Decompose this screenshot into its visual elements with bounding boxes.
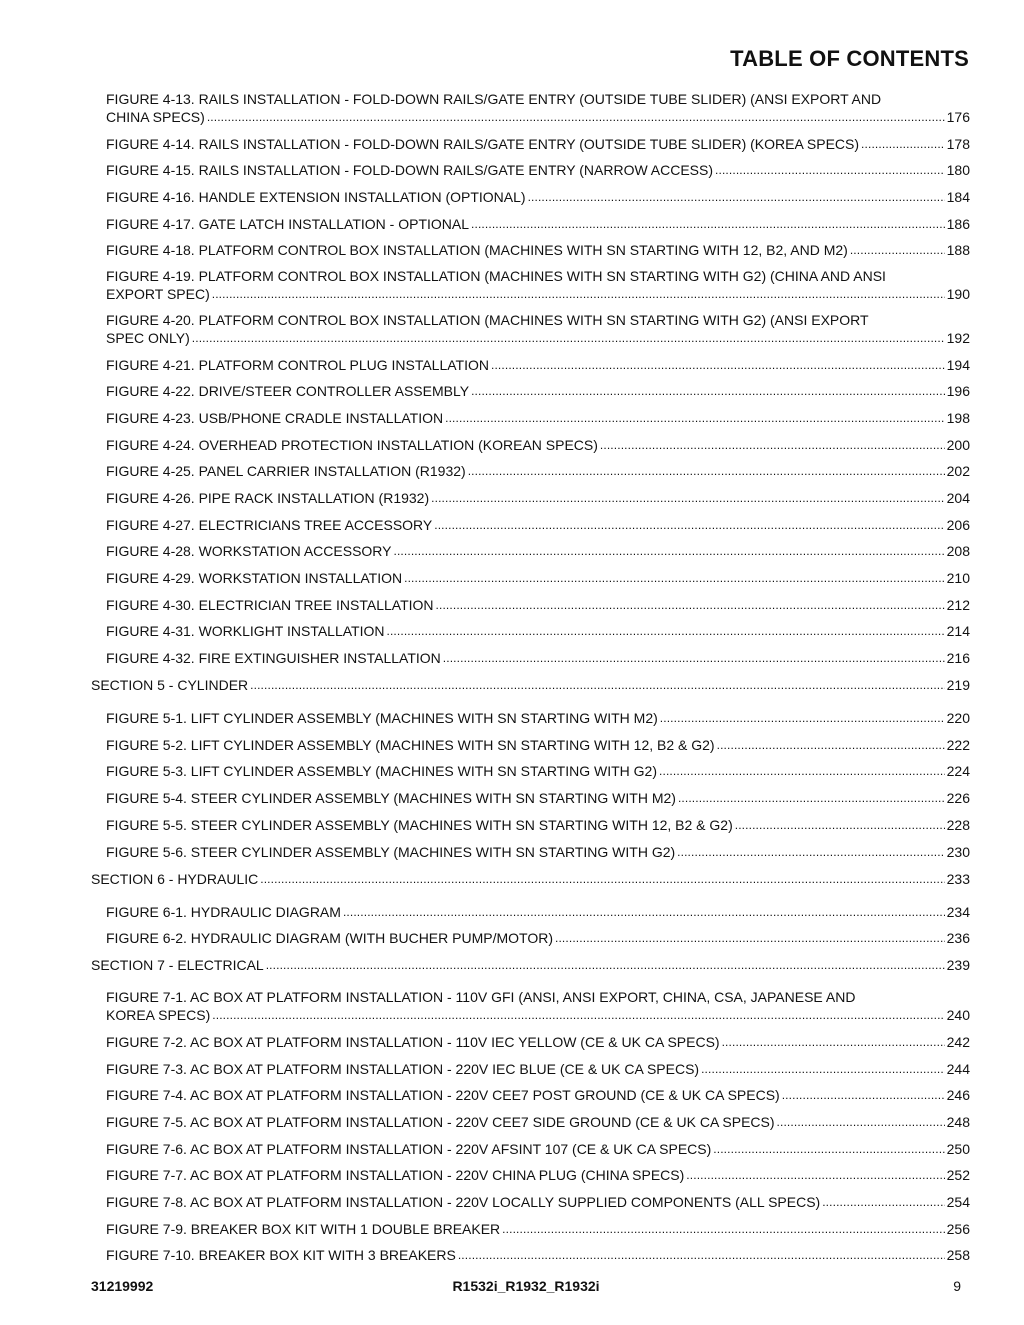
- toc-entry-page-number: 180: [946, 162, 970, 179]
- toc-entry-title: FIGURE 4-18. PLATFORM CONTROL BOX INSTALLATION (MACHINES WITH SN STARTING WITH 12, B2, AND M2): [106, 242, 848, 259]
- dot-leader: [659, 762, 945, 780]
- toc-entry-title: EXPORT SPEC): [106, 286, 210, 303]
- toc-entry-page-number: 226: [946, 790, 970, 807]
- dot-leader: [436, 596, 945, 614]
- toc-figure-entry[interactable]: [106, 989, 970, 1024]
- toc-entry-line: [106, 1006, 970, 1024]
- toc-figure-entry[interactable]: [106, 622, 970, 640]
- toc-figure-entry[interactable]: [106, 188, 970, 206]
- toc-entry-title: FIGURE 4-32. FIRE EXTINGUISHER INSTALLATION: [106, 650, 441, 667]
- toc-entry-line: [106, 649, 970, 667]
- toc-entry-line: [106, 241, 970, 259]
- dot-leader: [207, 108, 945, 126]
- toc-figure-entry[interactable]: [106, 596, 970, 614]
- toc-figure-entry[interactable]: [106, 1246, 970, 1264]
- toc-entry-page-number: 188: [946, 242, 970, 259]
- toc-figure-entry[interactable]: [106, 312, 970, 347]
- toc-entry-title: FIGURE 5-1. LIFT CYLINDER ASSEMBLY (MACHINES WITH SN STARTING WITH M2): [106, 710, 658, 727]
- toc-entry-line: [106, 789, 970, 807]
- toc-section-entry[interactable]: [91, 870, 970, 888]
- dot-leader: [212, 285, 945, 303]
- toc-entry-title: FIGURE 4-29. WORKSTATION INSTALLATION: [106, 570, 403, 586]
- dot-leader: [443, 649, 945, 667]
- toc-entry-line: [106, 215, 970, 233]
- toc-section-entry[interactable]: [91, 956, 970, 974]
- toc-entry-title: FIGURE 4-16. HANDLE EXTENSION INSTALLATION (OPTIONAL): [106, 189, 526, 206]
- toc-figure-entry[interactable]: [106, 1193, 970, 1211]
- toc-entry-line: [106, 542, 970, 560]
- toc-entry-title: FIGURE 4-27. ELECTRICIANS TREE ACCESSORY: [106, 516, 433, 533]
- toc-entry-line: [106, 1193, 970, 1211]
- toc-figure-entry[interactable]: [106, 268, 970, 303]
- dot-leader: [686, 1166, 944, 1184]
- toc-entry-title: FIGURE 7-4. AC BOX AT PLATFORM INSTALLATION - 220V CEE7 POST GROUND (CE & UK CA SPECS): [106, 1087, 780, 1104]
- toc-figure-entry[interactable]: [106, 1166, 970, 1184]
- dot-leader: [387, 622, 945, 640]
- toc-entry-line: [106, 1113, 970, 1131]
- toc-entry-page-number: 190: [946, 286, 970, 303]
- dot-leader: [735, 816, 945, 834]
- toc-entry-line: [106, 596, 970, 614]
- toc-entry-line: [106, 736, 970, 754]
- toc-entry-page-number: 234: [946, 903, 970, 920]
- dot-leader: [250, 676, 945, 694]
- table-of-contents: [0, 91, 1024, 1273]
- toc-entry-line: [106, 161, 970, 179]
- toc-entry-page-number: 194: [946, 356, 970, 373]
- toc-entry-line: [106, 929, 970, 947]
- toc-entry-line: [106, 462, 970, 480]
- toc-entry-line: [91, 956, 970, 974]
- dot-leader: [491, 356, 945, 374]
- toc-entry-page-number: 240: [946, 1007, 970, 1024]
- toc-entry-page-number: 184: [946, 189, 970, 206]
- toc-figure-entry[interactable]: [106, 1220, 970, 1238]
- dot-leader: [434, 516, 944, 534]
- toc-entry-title: FIGURE 7-9. BREAKER BOX KIT WITH 1 DOUBLE BREAKER: [106, 1220, 501, 1237]
- toc-entry-page-number: 200: [946, 436, 970, 453]
- toc-entry-title: FIGURE 4-23. USB/PHONE CRADLE INSTALLATION: [106, 409, 444, 426]
- toc-entry-page-number: 256: [946, 1220, 970, 1237]
- toc-entry-title: FIGURE 5-2. LIFT CYLINDER ASSEMBLY (MACHINES WITH SN STARTING WITH 12, B2 & G2): [106, 736, 715, 753]
- toc-entry-page-number: 233: [946, 870, 970, 887]
- dot-leader: [717, 736, 945, 754]
- toc-entry-line: [106, 1140, 970, 1158]
- toc-figure-entry[interactable]: [106, 91, 970, 126]
- dot-leader: [701, 1060, 945, 1078]
- toc-entry-page-number: 196: [946, 383, 970, 400]
- toc-figure-entry[interactable]: [106, 709, 970, 727]
- toc-figure-entry[interactable]: [106, 516, 970, 534]
- toc-entry-page-number: 208: [946, 543, 970, 560]
- toc-entry-line: [106, 188, 970, 206]
- model-name: R1532i_R1932_R1932i: [452, 1278, 600, 1294]
- toc-entry-page-number: 236: [946, 930, 970, 947]
- toc-entry-title: FIGURE 4-17. GATE LATCH INSTALLATION - OPTIONAL: [106, 215, 470, 232]
- toc-entry-title: FIGURE 4-31. WORKLIGHT INSTALLATION: [106, 623, 385, 640]
- toc-entry-title: FIGURE 4-15. RAILS INSTALLATION - FOLD-DOWN RAILS/GATE ENTRY (NARROW ACCESS): [106, 162, 714, 179]
- toc-entry-title: SECTION 5 - CYLINDER: [91, 677, 249, 694]
- toc-entry-page-number: 248: [946, 1113, 970, 1130]
- toc-entry-page-number: 192: [946, 329, 970, 346]
- toc-entry-line: [106, 622, 970, 640]
- toc-entry-title: FIGURE 4-30. ELECTRICIAN TREE INSTALLATION: [106, 596, 434, 613]
- toc-entry-page-number: 246: [946, 1087, 970, 1104]
- toc-entry-title: FIGURE 7-7. AC BOX AT PLATFORM INSTALLATION - 220V CHINA PLUG (CHINA SPECS): [106, 1167, 685, 1184]
- page-number: 9: [953, 1278, 961, 1294]
- toc-figure-entry[interactable]: [106, 462, 970, 480]
- toc-entry-page-number: 220: [946, 710, 970, 727]
- toc-entry-page-number: 206: [946, 516, 970, 533]
- toc-figure-entry[interactable]: [106, 436, 970, 454]
- toc-entry-line: [106, 903, 970, 921]
- toc-figure-entry[interactable]: [106, 1060, 970, 1078]
- dot-leader: [471, 215, 945, 233]
- toc-entry-page-number: 258: [946, 1247, 970, 1264]
- toc-entry-title-line1: FIGURE 4-20. PLATFORM CONTROL BOX INSTALLATION (MACHINES WITH SN STARTING WITH G2) (ANSI EXPORT: [106, 311, 869, 328]
- toc-figure-entry[interactable]: [106, 1033, 970, 1051]
- toc-figure-entry[interactable]: [106, 215, 970, 233]
- dot-leader: [266, 956, 945, 974]
- toc-figure-entry[interactable]: [106, 736, 970, 754]
- dot-leader: [260, 870, 944, 888]
- toc-entry-line: [106, 1166, 970, 1184]
- toc-figure-entry[interactable]: [106, 789, 970, 807]
- toc-entry-line: [106, 135, 970, 153]
- toc-entry-page-number: 210: [946, 570, 970, 586]
- toc-entry-title: FIGURE 7-5. AC BOX AT PLATFORM INSTALLATION - 220V CEE7 SIDE GROUND (CE & UK CA SPECS): [106, 1113, 775, 1130]
- toc-entry-title: SECTION 6 - HYDRAULIC: [91, 870, 259, 887]
- toc-entry-line: [106, 1086, 970, 1104]
- toc-entry-page-number: 176: [946, 109, 970, 125]
- dot-leader: [677, 843, 944, 861]
- toc-entry-title: FIGURE 4-22. DRIVE/STEER CONTROLLER ASSEMBLY: [106, 383, 470, 400]
- toc-figure-entry[interactable]: [106, 542, 970, 560]
- document-number: 31219992: [91, 1278, 154, 1294]
- toc-entry-title-line1: FIGURE 4-13. RAILS INSTALLATION - FOLD-DOWN RAILS/GATE ENTRY (OUTSIDE TUBE SLIDER) (ANSI EXPORT AND: [106, 91, 882, 107]
- toc-entry-title: FIGURE 5-4. STEER CYLINDER ASSEMBLY (MACHINES WITH SN STARTING WITH M2): [106, 790, 676, 807]
- toc-entry-title: FIGURE 7-10. BREAKER BOX KIT WITH 3 BREAKERS: [106, 1247, 456, 1264]
- toc-entry-title: FIGURE 4-21. PLATFORM CONTROL PLUG INSTALLATION: [106, 356, 489, 373]
- toc-entry-title: FIGURE 4-24. OVERHEAD PROTECTION INSTALLATION (KOREAN SPECS): [106, 436, 598, 453]
- toc-section-entry[interactable]: [91, 676, 970, 694]
- toc-entry-line: [106, 489, 970, 507]
- toc-entry-page-number: 214: [946, 623, 970, 640]
- toc-entry-line: [106, 409, 970, 427]
- toc-entry-page-number: 219: [946, 677, 970, 694]
- toc-entry-line: [91, 870, 970, 888]
- toc-entry-line: [106, 1033, 970, 1051]
- toc-figure-entry[interactable]: [106, 409, 970, 427]
- toc-entry-line: [106, 285, 970, 303]
- toc-figure-entry[interactable]: [106, 135, 970, 153]
- toc-entry-line: [106, 843, 970, 861]
- toc-figure-entry[interactable]: [106, 762, 970, 780]
- dot-leader: [404, 569, 945, 587]
- dot-leader: [713, 1140, 944, 1158]
- toc-entry-line: [106, 382, 970, 400]
- toc-entry-title: KOREA SPECS): [106, 1007, 211, 1024]
- dot-leader: [555, 929, 945, 947]
- toc-entry-title: FIGURE 7-6. AC BOX AT PLATFORM INSTALLATION - 220V AFSINT 107 (CE & UK CA SPECS): [106, 1140, 712, 1157]
- dot-leader: [343, 903, 945, 921]
- toc-figure-entry[interactable]: [106, 816, 970, 834]
- dot-leader: [822, 1193, 944, 1211]
- toc-entry-page-number: 204: [946, 489, 970, 506]
- toc-entry-title: FIGURE 4-26. PIPE RACK INSTALLATION (R1932): [106, 489, 430, 506]
- toc-entry-line: [106, 709, 970, 727]
- toc-entry-line: [106, 436, 970, 454]
- dot-leader: [861, 135, 945, 153]
- toc-entry-page-number: 224: [946, 763, 970, 780]
- toc-entry-page-number: 230: [946, 843, 970, 860]
- toc-entry-page-number: 228: [946, 816, 970, 833]
- toc-figure-entry[interactable]: [106, 356, 970, 374]
- dot-leader: [528, 188, 945, 206]
- toc-figure-entry[interactable]: [106, 569, 970, 587]
- toc-entry-title: FIGURE 5-3. LIFT CYLINDER ASSEMBLY (MACHINES WITH SN STARTING WITH G2): [106, 763, 658, 780]
- toc-entry-page-number: 242: [946, 1033, 970, 1050]
- toc-entry-page-number: 178: [946, 135, 970, 152]
- dot-leader: [431, 489, 945, 507]
- toc-figure-entry[interactable]: [106, 1140, 970, 1158]
- dot-leader: [600, 436, 945, 454]
- toc-figure-entry[interactable]: [106, 161, 970, 179]
- toc-entry-page-number: 202: [946, 463, 970, 480]
- toc-entry-page-number: 222: [946, 736, 970, 753]
- dot-leader: [445, 409, 945, 427]
- dot-leader: [502, 1220, 944, 1238]
- toc-entry-page-number: 252: [946, 1167, 970, 1184]
- page-footer: [91, 1278, 961, 1298]
- dot-leader: [782, 1086, 945, 1104]
- dot-leader: [212, 1006, 944, 1024]
- dot-leader: [394, 542, 945, 560]
- toc-entry-title-line1: FIGURE 7-1. AC BOX AT PLATFORM INSTALLATION - 110V GFI (ANSI, ANSI EXPORT, CHINA, CSA, JAPANESE AND: [106, 989, 856, 1006]
- toc-entry-page-number: 239: [946, 957, 970, 974]
- toc-entry-title: FIGURE 7-2. AC BOX AT PLATFORM INSTALLATION - 110V IEC YELLOW (CE & UK CA SPECS): [106, 1033, 720, 1050]
- toc-entry-line: [106, 516, 970, 534]
- toc-entry-title: FIGURE 4-28. WORKSTATION ACCESSORY: [106, 543, 392, 560]
- toc-entry-title: FIGURE 6-2. HYDRAULIC DIAGRAM (WITH BUCHER PUMP/MOTOR): [106, 930, 553, 947]
- toc-entry-page-number: 254: [946, 1194, 970, 1210]
- toc-entry-title-line1: FIGURE 4-19. PLATFORM CONTROL BOX INSTALLATION (MACHINES WITH SN STARTING WITH G2) (CHINA AND ANSI: [106, 268, 886, 285]
- dot-leader: [678, 789, 945, 807]
- toc-figure-entry[interactable]: [106, 649, 970, 667]
- toc-entry-page-number: 244: [946, 1060, 970, 1077]
- toc-entry-title: FIGURE 4-14. RAILS INSTALLATION - FOLD-DOWN RAILS/GATE ENTRY (OUTSIDE TUBE SLIDER) (KOREA SPECS): [106, 135, 860, 152]
- dot-leader: [458, 1246, 945, 1264]
- toc-entry-title: SECTION 7 - ELECTRICAL: [91, 957, 264, 974]
- toc-entry-page-number: 216: [946, 650, 970, 667]
- toc-entry-title: FIGURE 5-5. STEER CYLINDER ASSEMBLY (MACHINES WITH SN STARTING WITH 12, B2 & G2): [106, 816, 733, 833]
- toc-entry-title: FIGURE 6-1. HYDRAULIC DIAGRAM: [106, 903, 341, 920]
- toc-entry-line: [106, 108, 970, 126]
- dot-leader: [777, 1113, 945, 1131]
- page-title: TABLE OF CONTENTS: [730, 46, 969, 71]
- toc-entry-line: [106, 356, 970, 374]
- dot-leader: [715, 161, 945, 179]
- toc-figure-entry[interactable]: [106, 241, 970, 259]
- toc-entry-title: SPEC ONLY): [106, 329, 190, 346]
- dot-leader: [468, 462, 945, 480]
- toc-entry-title: CHINA SPECS): [106, 109, 205, 125]
- toc-figure-entry[interactable]: [106, 1086, 970, 1104]
- toc-entry-line: [106, 762, 970, 780]
- toc-entry-title: FIGURE 4-25. PANEL CARRIER INSTALLATION (R1932): [106, 463, 466, 480]
- toc-figure-entry[interactable]: [106, 903, 970, 921]
- toc-entry-title: FIGURE 7-3. AC BOX AT PLATFORM INSTALLATION - 220V IEC BLUE (CE & UK CA SPECS): [106, 1060, 700, 1077]
- toc-entry-title: FIGURE 7-8. AC BOX AT PLATFORM INSTALLATION - 220V LOCALLY SUPPLIED COMPONENTS (ALL SPECS): [106, 1194, 821, 1210]
- toc-entry-line: [106, 1060, 970, 1078]
- toc-entry-page-number: 250: [946, 1140, 970, 1157]
- toc-entry-page-number: 198: [946, 409, 970, 426]
- toc-entry-line: [106, 816, 970, 834]
- toc-entry-line: [106, 329, 970, 347]
- dot-leader: [850, 241, 945, 259]
- toc-entry-line: [106, 1220, 970, 1238]
- toc-figure-entry[interactable]: [106, 1113, 970, 1131]
- dot-leader: [192, 329, 945, 347]
- toc-figure-entry[interactable]: [106, 489, 970, 507]
- toc-entry-title: FIGURE 5-6. STEER CYLINDER ASSEMBLY (MACHINES WITH SN STARTING WITH G2): [106, 843, 676, 860]
- toc-figure-entry[interactable]: [106, 382, 970, 400]
- dot-leader: [471, 382, 945, 400]
- toc-entry-page-number: 212: [946, 596, 970, 613]
- dot-leader: [660, 709, 945, 727]
- toc-figure-entry[interactable]: [106, 843, 970, 861]
- toc-entry-line: [106, 569, 970, 587]
- toc-entry-line: [106, 1246, 970, 1264]
- toc-entry-line: [91, 676, 970, 694]
- dot-leader: [722, 1033, 945, 1051]
- toc-entry-page-number: 186: [946, 215, 970, 232]
- toc-figure-entry[interactable]: [106, 929, 970, 947]
